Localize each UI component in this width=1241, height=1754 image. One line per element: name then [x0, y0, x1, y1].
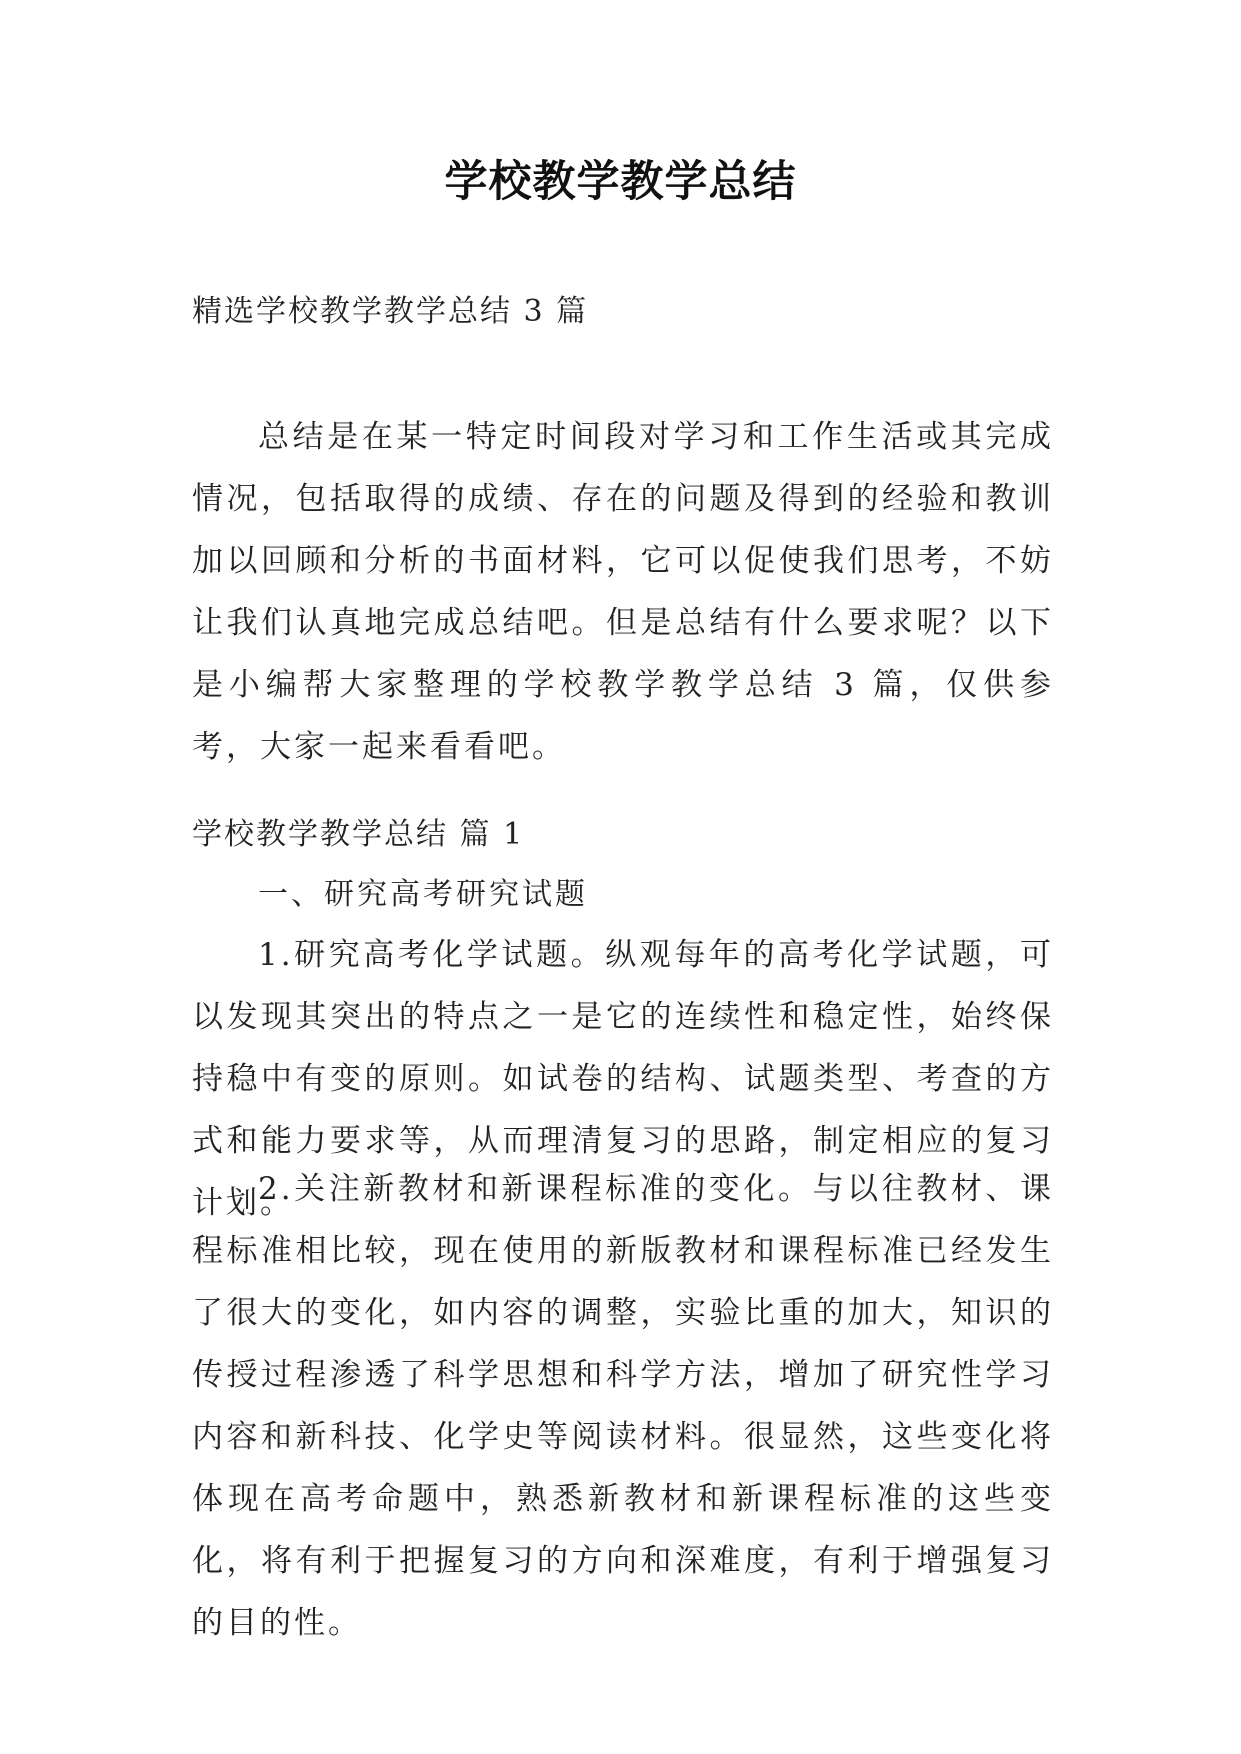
document-subtitle: 精选学校教学教学总结 3 篇 — [192, 294, 589, 329]
section-title: 学校教学教学总结 篇 1 — [192, 817, 525, 852]
document-title: 学校教学教学总结 — [444, 157, 797, 207]
intro-paragraph: 总结是在某一特定时间段对学习和工作生活或其完成情况，包括取得的成绩、存在的问题及得到的经验和教训加以回顾和分析的书面材料，它可以促使我们思考，不妨让我们认真地完成总结吧。但是总结有什么要求呢？以下是小编帮大家整理的学校教学教学总结 3 篇，仅供参考，大家一起来看看吧。 — [192, 419, 1054, 765]
section-heading: 一、研究高考研究试题 — [258, 877, 588, 912]
body-paragraph: 2.关注新教材和新课程标准的变化。与以往教材、课程标准相比较，现在使用的新版教材和课程标准已经发生了很大的变化，如内容的调整，实验比重的加大，知识的传授过程渗透了科学思想和科学方法，增加了研究性学习内容和新科技、化学史等阅读材料。很显然，这些变化将体现在高考命题中，熟悉新教材和新课程标准的这些变化，将有利于把握复习的方向和深难度，有利于增强复习的目的性。 — [192, 1171, 1054, 1641]
body-paragraph: 1.研究高考化学试题。纵观每年的高考化学试题，可以发现其突出的特点之一是它的连续性和稳定性，始终保持稳中有变的原则。如试卷的结构、试题类型、考查的方式和能力要求等，从而理清复习的思路，制定相应的复习计划。 — [192, 937, 1054, 1221]
